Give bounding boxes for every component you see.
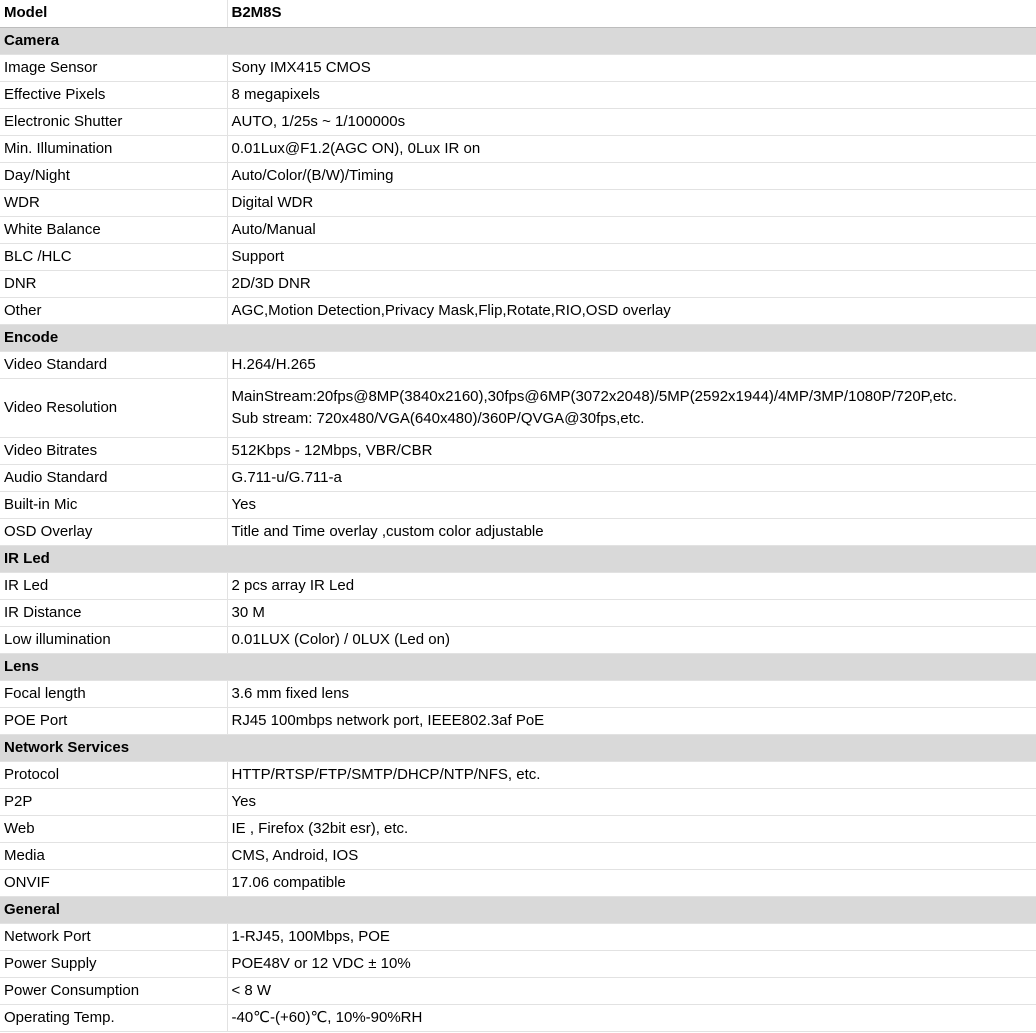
spec-label: Low illumination [0, 626, 227, 653]
spec-row-audio-standard [0, 464, 1036, 491]
spec-value [227, 842, 1036, 869]
spec-value-line: 0.01LUX (Color) / 0LUX (Led on) [231, 630, 450, 648]
spec-value [227, 950, 1036, 977]
section-header-network-services [0, 734, 1036, 761]
section-header-camera [0, 27, 1036, 54]
spec-label: IR Led [0, 572, 227, 599]
spec-row-dnr [0, 270, 1036, 297]
spec-value [227, 81, 1036, 108]
spec-label: IR Distance [0, 599, 227, 626]
spec-value [227, 491, 1036, 518]
spec-label: Min. Illumination [0, 135, 227, 162]
spec-label: Other [0, 297, 227, 324]
section-title: IR Led [0, 545, 1036, 572]
spec-value [227, 297, 1036, 324]
spec-row-day-night [0, 162, 1036, 189]
spec-value-line: 17.06 compatible [231, 873, 346, 891]
spec-value-line: Title and Time overlay ,custom color adjustable [231, 522, 544, 540]
spec-label: P2P [0, 788, 227, 815]
spec-label: Protocol [0, 761, 227, 788]
spec-value-line: POE48V or 12 VDC ± 10% [231, 954, 411, 972]
spec-label: BLC /HLC [0, 243, 227, 270]
spec-row-power-supply [0, 950, 1036, 977]
spec-value-line: 3.6 mm fixed lens [231, 684, 350, 702]
spec-value-line: AUTO, 1/25s ~ 1/100000s [231, 112, 406, 130]
spec-value [227, 572, 1036, 599]
spec-label: Built-in Mic [0, 491, 227, 518]
spec-value-line: 2D/3D DNR [231, 274, 311, 292]
spec-label: Day/Night [0, 162, 227, 189]
spec-label: DNR [0, 270, 227, 297]
section-title: Camera [0, 27, 1036, 54]
spec-row-blc-hlc [0, 243, 1036, 270]
spec-row-image-sensor [0, 54, 1036, 81]
spec-value [227, 464, 1036, 491]
spec-label: POE Port [0, 707, 227, 734]
spec-value-line: RJ45 100mbps network port, IEEE802.3af PoE [231, 711, 545, 729]
spec-value-line: Sub stream: 720x480/VGA(640x480)/360P/QVGA@30fps,etc. [231, 409, 645, 427]
spec-value-line: MainStream:20fps@8MP(3840x2160),30fps@6MP(3072x2048)/5MP(2592x1944)/4MP/3MP/1080P/720P,etc. [231, 387, 958, 405]
spec-label: Effective Pixels [0, 81, 227, 108]
spec-row-white-balance [0, 216, 1036, 243]
spec-value-line: < 8 W [231, 981, 272, 999]
spec-value [227, 977, 1036, 1004]
spec-value [227, 54, 1036, 81]
spec-label: Operating Temp. [0, 1004, 227, 1031]
spec-value-line: Yes [231, 792, 256, 810]
spec-value-line: -40℃-(+60)℃, 10%-90%RH [231, 1008, 423, 1026]
spec-row-operating-temp [0, 1004, 1036, 1031]
spec-value [227, 923, 1036, 950]
spec-value [227, 707, 1036, 734]
spec-value [227, 626, 1036, 653]
spec-label: Web [0, 815, 227, 842]
spec-value [227, 788, 1036, 815]
spec-value-line: 30 M [231, 603, 265, 621]
spec-value [227, 761, 1036, 788]
spec-row-other [0, 297, 1036, 324]
spec-row-poe-port [0, 707, 1036, 734]
spec-label: Focal length [0, 680, 227, 707]
spec-row-onvif [0, 869, 1036, 896]
model-row [0, 0, 1036, 27]
spec-value-line: Digital WDR [231, 193, 314, 211]
spec-label: Power Supply [0, 950, 227, 977]
spec-value [227, 680, 1036, 707]
spec-value [227, 351, 1036, 378]
model-label: Model [0, 0, 227, 27]
spec-value-line: Yes [231, 495, 256, 513]
spec-row-osd-overlay [0, 518, 1036, 545]
spec-row-network-port [0, 923, 1036, 950]
spec-label: Media [0, 842, 227, 869]
spec-value-line: 2 pcs array IR Led [231, 576, 355, 594]
spec-label: Video Resolution [0, 378, 227, 437]
spec-value-line: 0.01Lux@F1.2(AGC ON), 0Lux IR on [231, 139, 481, 157]
spec-value [227, 162, 1036, 189]
spec-label: Network Port [0, 923, 227, 950]
section-header-encode [0, 324, 1036, 351]
spec-row-video-resolution [0, 378, 1036, 437]
spec-value-line: AGC,Motion Detection,Privacy Mask,Flip,Rotate,RIO,OSD overlay [231, 301, 671, 319]
spec-row-min-illumination [0, 135, 1036, 162]
spec-value [227, 815, 1036, 842]
spec-row-low-illumination [0, 626, 1036, 653]
spec-value [227, 189, 1036, 216]
spec-row-video-bitrates [0, 437, 1036, 464]
spec-row-media [0, 842, 1036, 869]
spec-label: Image Sensor [0, 54, 227, 81]
section-header-general [0, 896, 1036, 923]
spec-value [227, 518, 1036, 545]
spec-value [227, 378, 1036, 437]
spec-label: Electronic Shutter [0, 108, 227, 135]
spec-value [227, 1004, 1036, 1031]
section-title: Lens [0, 653, 1036, 680]
spec-value [227, 135, 1036, 162]
spec-row-protocol [0, 761, 1036, 788]
spec-label: Video Standard [0, 351, 227, 378]
spec-row-electronic-shutter [0, 108, 1036, 135]
spec-value [227, 437, 1036, 464]
spec-row-video-standard [0, 351, 1036, 378]
spec-value [227, 270, 1036, 297]
model-value: B2M8S [227, 0, 1036, 27]
spec-row-ir-distance [0, 599, 1036, 626]
spec-value-line: 8 megapixels [231, 85, 320, 103]
spec-label: Video Bitrates [0, 437, 227, 464]
spec-value-line: H.264/H.265 [231, 355, 316, 373]
section-title: General [0, 896, 1036, 923]
section-header-ir-led [0, 545, 1036, 572]
spec-value-line: HTTP/RTSP/FTP/SMTP/DHCP/NTP/NFS, etc. [231, 765, 541, 783]
spec-label: Audio Standard [0, 464, 227, 491]
spec-value-line: 1-RJ45, 100Mbps, POE [231, 927, 390, 945]
section-title: Network Services [0, 734, 1036, 761]
spec-value-line: 512Kbps - 12Mbps, VBR/CBR [231, 441, 433, 459]
spec-value [227, 869, 1036, 896]
spec-value-line: G.711-u/G.711-a [231, 468, 342, 486]
spec-row-wdr [0, 189, 1036, 216]
spec-label: White Balance [0, 216, 227, 243]
spec-value [227, 243, 1036, 270]
section-title: Encode [0, 324, 1036, 351]
spec-value-line: IE , Firefox (32bit esr), etc. [231, 819, 409, 837]
spec-value-line: CMS, Android, IOS [231, 846, 359, 864]
spec-value-line: Support [231, 247, 285, 265]
spec-row-p2p [0, 788, 1036, 815]
spec-row-effective-pixels [0, 81, 1036, 108]
spec-label: Power Consumption [0, 977, 227, 1004]
spec-row-web [0, 815, 1036, 842]
spec-value [227, 216, 1036, 243]
spec-value [227, 108, 1036, 135]
spec-row-power-consumption [0, 977, 1036, 1004]
spec-label: WDR [0, 189, 227, 216]
section-header-lens [0, 653, 1036, 680]
spec-label: OSD Overlay [0, 518, 227, 545]
spec-value [227, 599, 1036, 626]
spec-value-line: Auto/Color/(B/W)/Timing [231, 166, 394, 184]
spec-row-built-in-mic [0, 491, 1036, 518]
spec-row-ir-led [0, 572, 1036, 599]
spec-label: ONVIF [0, 869, 227, 896]
spec-value-line: Auto/Manual [231, 220, 316, 238]
spec-value-line: Sony IMX415 CMOS [231, 58, 371, 76]
spec-row-focal-length [0, 680, 1036, 707]
